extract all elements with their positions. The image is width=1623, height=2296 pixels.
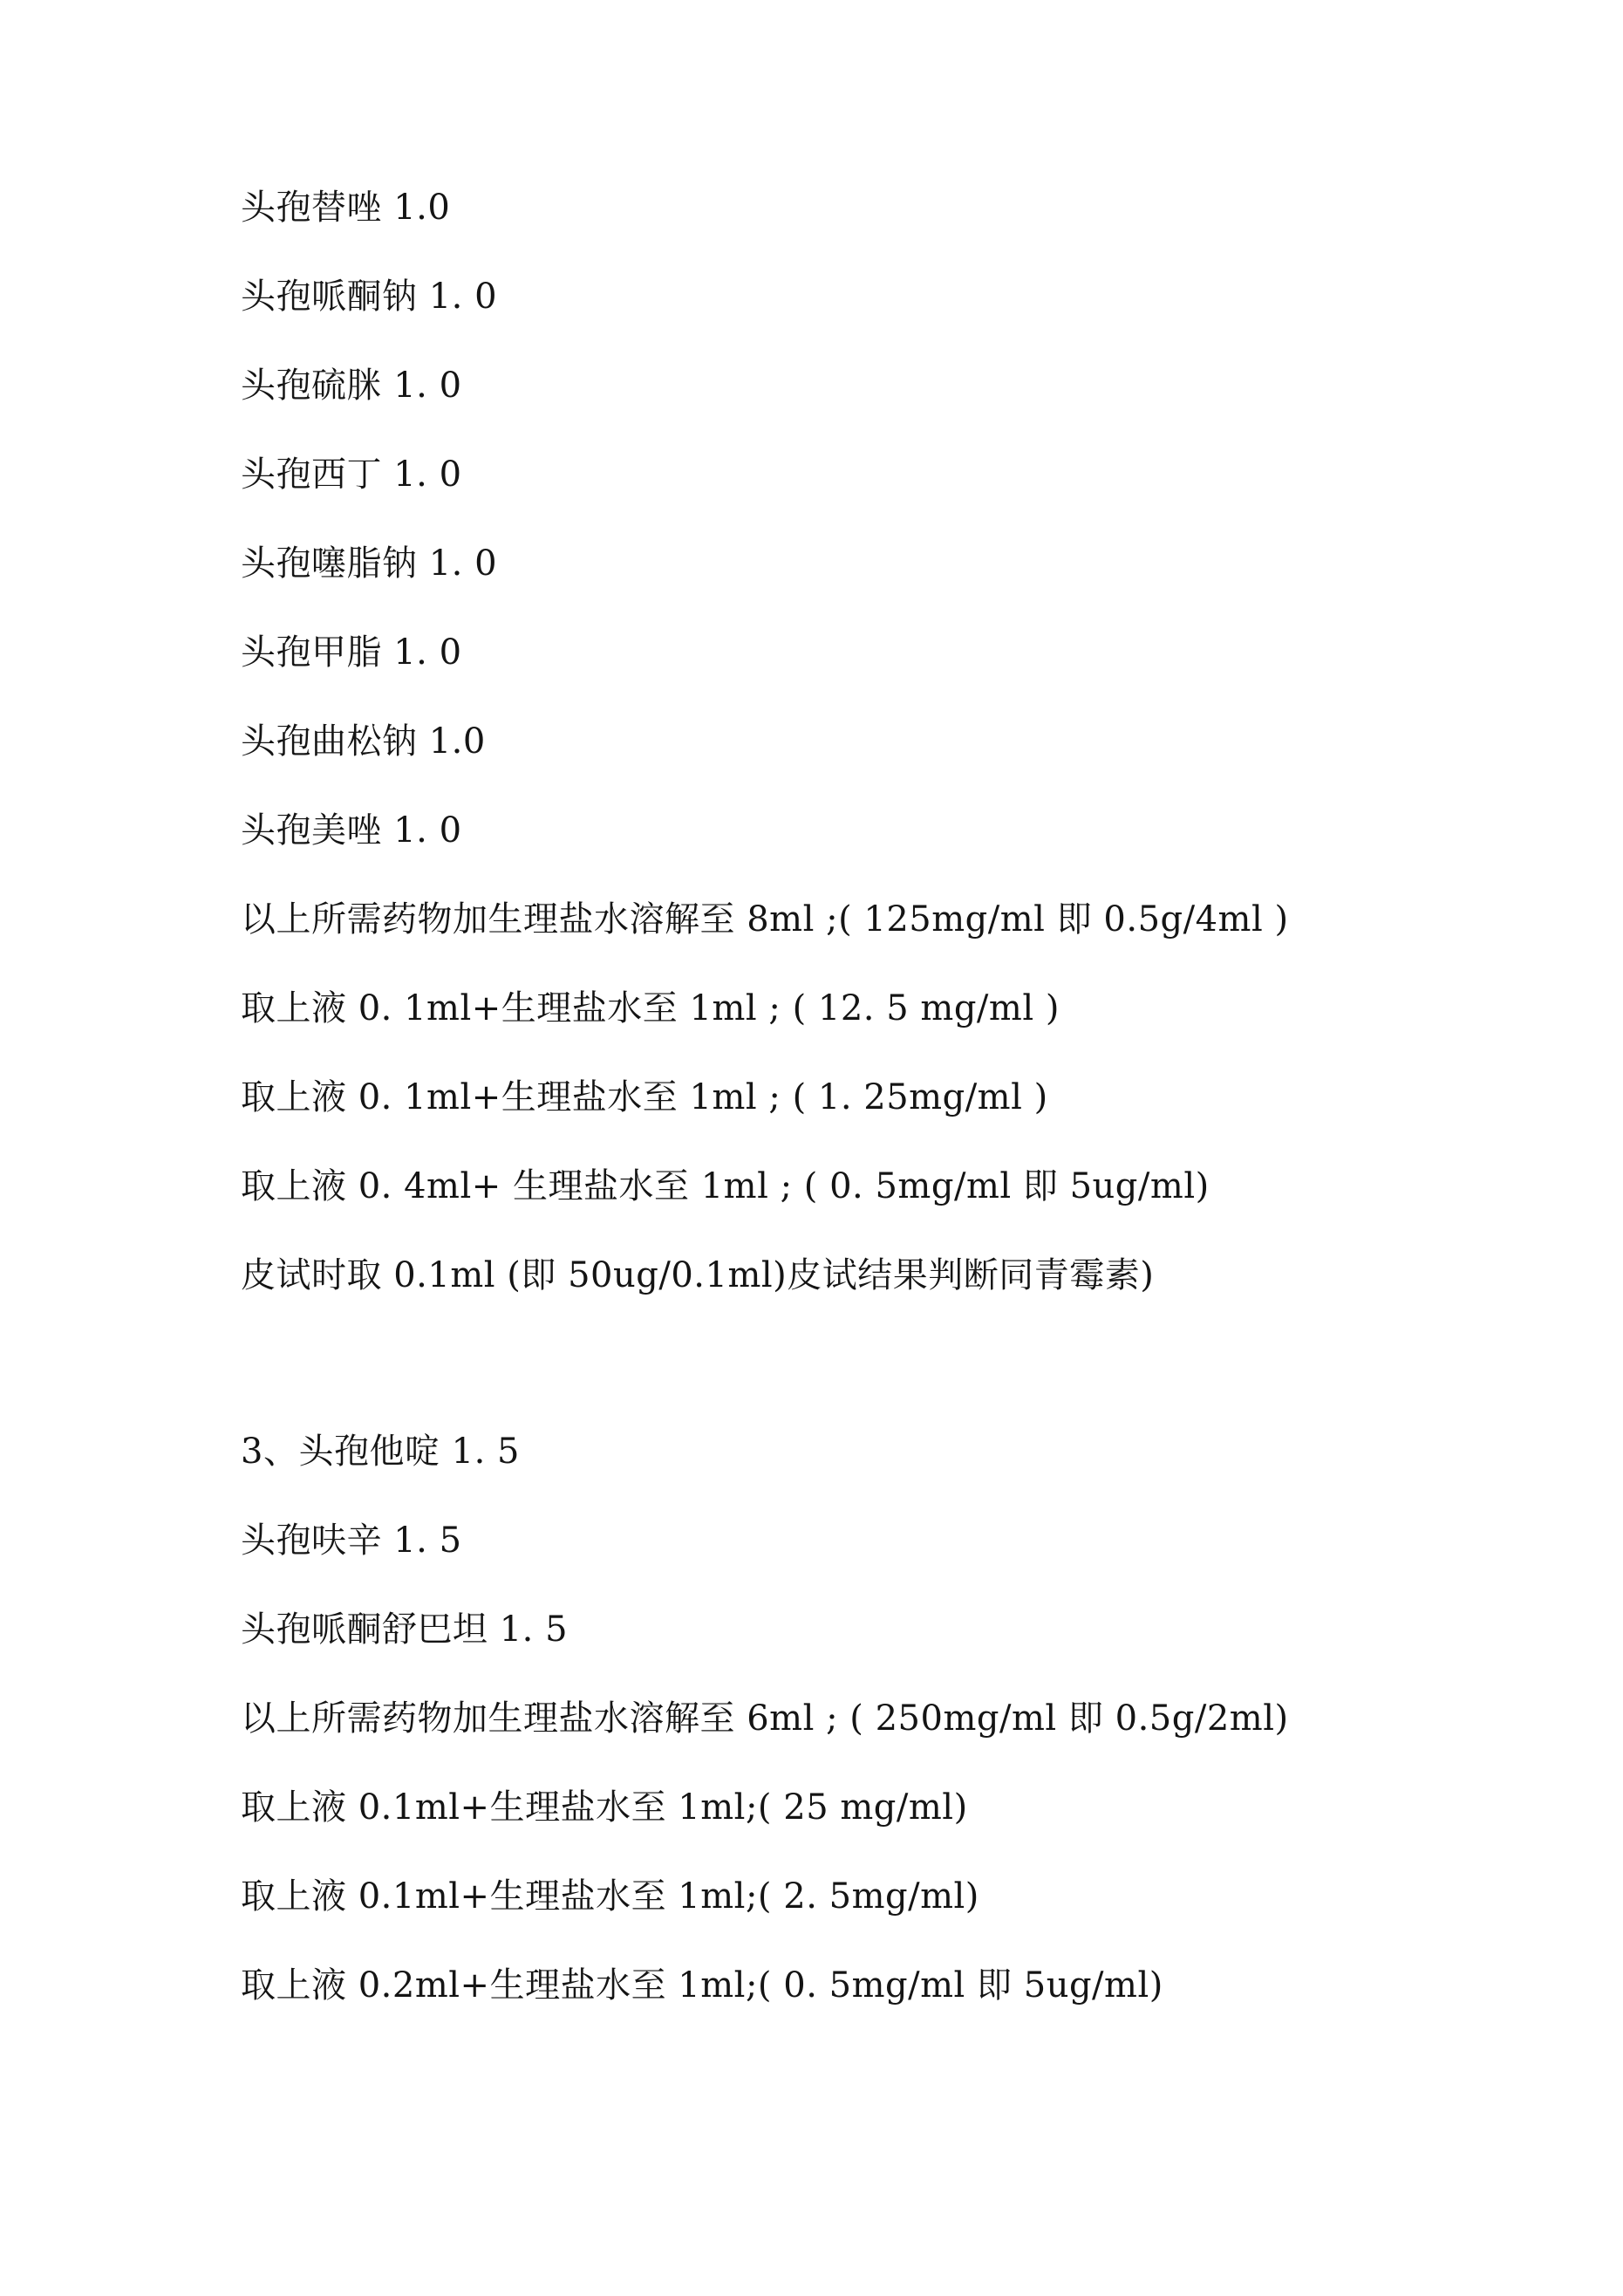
text-line: 以上所需药物加生理盐水溶解至 8ml ;( 125mg/ml 即 0.5g/4ml ) — [241, 899, 1289, 940]
text-line: 头孢西丁 1. 0 — [241, 454, 462, 495]
text-line: 取上液 0.2ml+生理盐水至 1ml;( 0. 5mg/ml 即 5ug/ml) — [241, 1965, 1163, 2006]
text-line: 头孢呋辛 1. 5 — [241, 1520, 462, 1561]
text-line: 头孢甲脂 1. 0 — [241, 632, 462, 673]
document-body — [241, 181, 1462, 2047]
text-line: 以上所需药物加生理盐水溶解至 6ml ; ( 250mg/ml 即 0.5g/2ml) — [241, 1698, 1289, 1739]
text-line: 取上液 0. 1ml+生理盐水至 1ml ; ( 12. 5 mg/ml ) — [241, 988, 1060, 1028]
section-gap — [241, 1337, 1462, 1425]
text-line: 头孢曲松钠 1.0 — [241, 721, 486, 762]
text-line: 皮试时取 0.1ml (即 50ug/0.1ml)皮试结果判断同青霉素) — [241, 1255, 1155, 1295]
text-line: 取上液 0.1ml+生理盐水至 1ml;( 2. 5mg/ml) — [241, 1876, 979, 1917]
text-line: 头孢哌酮钠 1. 0 — [241, 277, 498, 317]
text-line: 头孢替唑 1.0 — [241, 188, 451, 228]
text-line: 头孢硫脒 1. 0 — [241, 366, 462, 406]
text-line: 头孢美唑 1. 0 — [241, 810, 462, 851]
text-line: 头孢噻脂钠 1. 0 — [241, 543, 498, 584]
text-line: 取上液 0.1ml+生理盐水至 1ml;( 25 mg/ml) — [241, 1787, 968, 1828]
section-cephalosporin-group-a — [241, 181, 1462, 1337]
text-line: 3、头孢他啶 1. 5 — [241, 1432, 520, 1472]
section-cephalosporin-group-b — [241, 1425, 1462, 2047]
text-line: 头孢哌酮舒巴坦 1. 5 — [241, 1609, 569, 1650]
text-line: 取上液 0. 1ml+生理盐水至 1ml ; ( 1. 25mg/ml ) — [241, 1077, 1048, 1117]
text-line: 取上液 0. 4ml+ 生理盐水至 1ml ; ( 0. 5mg/ml 即 5ug/ml) — [241, 1166, 1210, 1206]
